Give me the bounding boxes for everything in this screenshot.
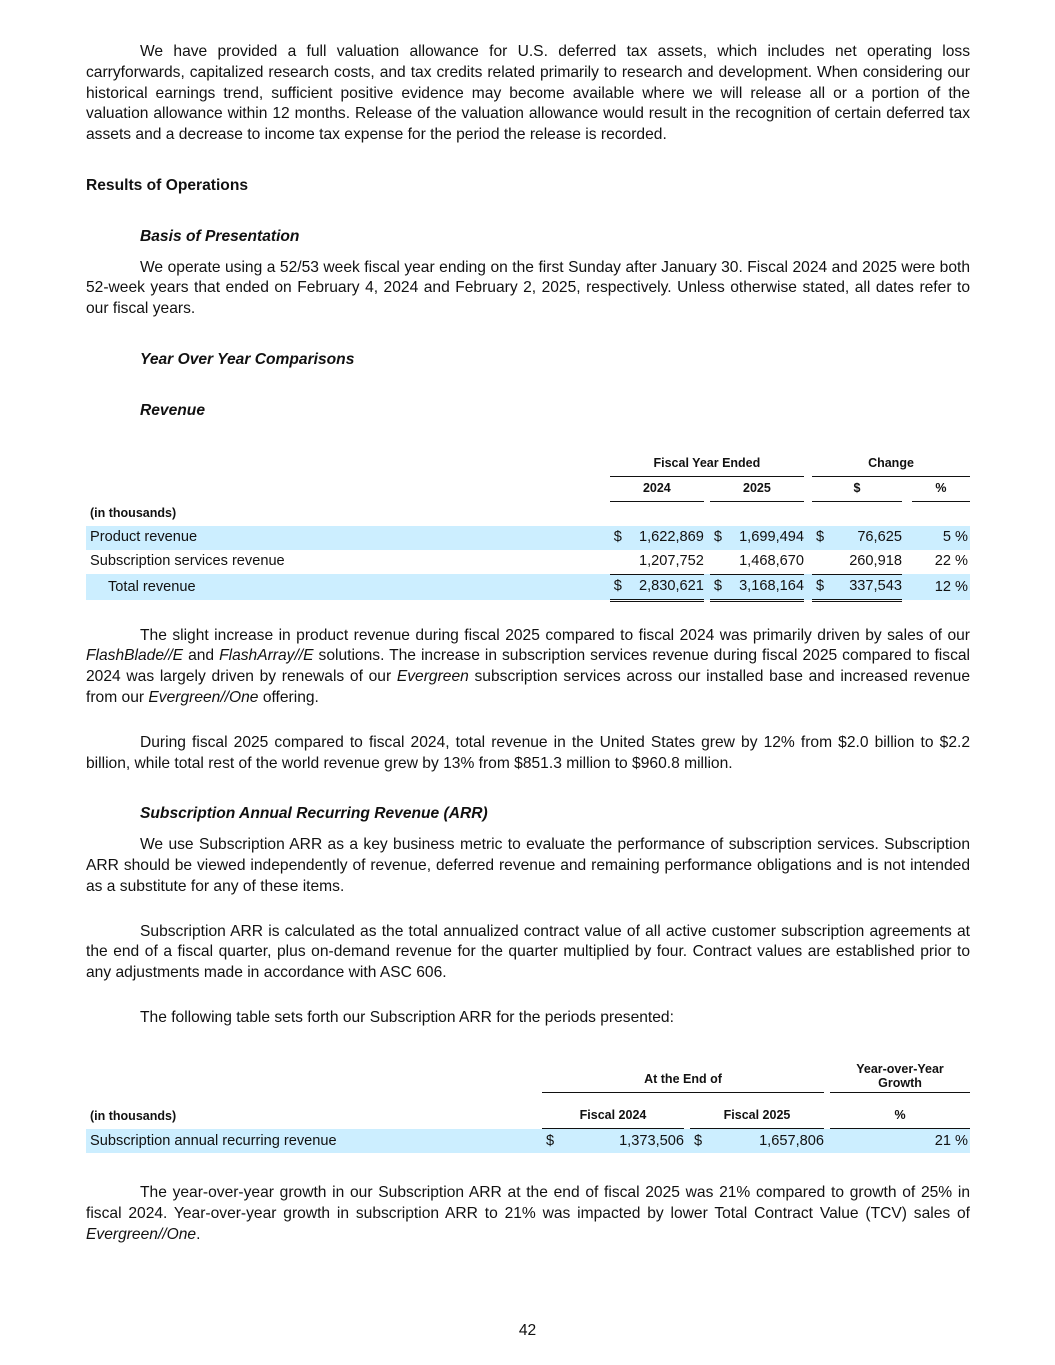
fiscal-year-paragraph: We operate using a 52/53 week fiscal year ending on the first Sunday after January 30. Fiscal 2024 and 2025 were both 52-week years that ended on February 4, 2024 and February 2, 2025, respectively. Unless otherwise stated, all dates refer to our fiscal years. xyxy=(86,258,970,318)
change-value: 76,625 xyxy=(832,526,902,550)
table-row xyxy=(86,1129,970,1154)
arr-table-intro-paragraph: The following table sets forth our Subscription ARR for the periods presented: xyxy=(140,1008,674,1026)
change-header: Change xyxy=(812,452,970,477)
text-run: The year-over-year growth in our Subscription ARR at the end of fiscal 2025 was 21% compared to growth of 25% in fiscal 2024. Year-over-year growth in subscription ARR to 21% was impacted by lower Total Contract Value (TCV) sales of xyxy=(86,1184,970,1223)
dollar-sign: $ xyxy=(812,526,832,550)
revenue-heading: Revenue xyxy=(140,401,206,419)
page-number: 42 xyxy=(518,1322,537,1339)
dollar-sign: $ xyxy=(812,574,832,600)
dollar-sign: $ xyxy=(690,1129,704,1154)
revenue-group-header-row xyxy=(86,452,970,477)
revenue-table xyxy=(86,452,970,602)
arr-column-header-row xyxy=(86,1093,970,1129)
dollar-sign: $ xyxy=(710,574,722,600)
dollar-sign: $ xyxy=(710,526,722,550)
product-name: FlashArray//E xyxy=(219,647,314,665)
change-value: 260,918 xyxy=(832,550,902,575)
arr-heading: Subscription Annual Recurring Revenue (ARR) xyxy=(140,805,488,823)
document-page xyxy=(86,42,970,1246)
text-run: solutions. The increase in subscription services revenue during fiscal 2025 compared to fiscal 2024 was largely driven by renewals of our xyxy=(86,647,970,686)
text-run: and xyxy=(183,647,220,665)
arr-growth-paragraph xyxy=(86,1183,970,1245)
col-change-pct-header: % xyxy=(912,476,970,501)
row-label: Subscription annual recurring revenue xyxy=(86,1129,538,1154)
table-row xyxy=(86,574,970,600)
col-2025-header: 2025 xyxy=(710,476,804,501)
row-label: Total revenue xyxy=(86,574,606,600)
yoy-growth-header xyxy=(830,1055,970,1093)
unit-row xyxy=(86,501,970,526)
product-name: FlashBlade//E xyxy=(86,647,184,665)
text-run: The slight increase in product revenue during fiscal 2025 compared to fiscal 2024 was primarily driven by sales of our xyxy=(140,626,970,644)
col-2024-header: 2024 xyxy=(610,476,704,501)
value-2024: 1,622,869 xyxy=(622,526,704,550)
text-run: . xyxy=(196,1225,201,1243)
geographic-revenue-paragraph: During fiscal 2025 compared to fiscal 2024, total revenue in the United States grew by 12% from $2.0 billion to $2.2 billion, while total rest of the world revenue grew by 13% from $851.3 million to $960.8 million. xyxy=(86,733,970,772)
value-fiscal-2024: 1,373,506 xyxy=(556,1129,684,1154)
at-the-end-of-header: At the End of xyxy=(542,1055,824,1093)
dollar-sign: $ xyxy=(610,526,622,550)
row-label: Subscription services revenue xyxy=(90,553,285,570)
arr-table xyxy=(86,1055,970,1154)
change-pct: 12 % xyxy=(912,574,970,600)
unit-label: (in thousands) xyxy=(90,1108,177,1123)
arr-calculation-paragraph: Subscription ARR is calculated as the total annualized contract value of all active customer subscription agreements at the end of a fiscal quarter, plus on-demand revenue for the quarter multiplied by four. Contract values are established prior to any adjustments made in accordance with ASC 606. xyxy=(86,922,970,982)
arr-metric-paragraph: We use Subscription ARR as a key business metric to evaluate the performance of subscription services. Subscription ARR should be viewed independently of revenue, deferred revenue and remaining performance obligations and is not intended as a substitute for any of these items. xyxy=(86,836,970,895)
text-run: offering. xyxy=(258,688,319,706)
dollar-sign xyxy=(812,550,832,575)
row-label: Product revenue xyxy=(86,526,606,550)
growth-pct: 21 % xyxy=(830,1129,970,1154)
col-fiscal-2025-header: Fiscal 2025 xyxy=(690,1093,824,1129)
product-name: Evergreen xyxy=(396,668,469,686)
dollar-sign xyxy=(710,550,722,575)
basis-of-presentation-heading: Basis of Presentation xyxy=(140,227,300,245)
yoy-growth-line-2: Growth xyxy=(878,1076,922,1091)
change-pct: 5 % xyxy=(912,526,970,550)
value-2025: 1,699,494 xyxy=(722,526,804,550)
yoy-growth-line-1: Year-over-Year xyxy=(856,1062,944,1077)
dollar-sign: $ xyxy=(610,574,622,600)
value-2025: 1,468,670 xyxy=(722,550,804,575)
text-run: subscription services across our installed base and increased revenue from our xyxy=(86,668,970,706)
value-2025: 3,168,164 xyxy=(722,574,804,600)
revenue-column-header-row xyxy=(86,476,970,501)
arr-group-header-row xyxy=(86,1055,970,1093)
dollar-sign: $ xyxy=(542,1129,556,1154)
table-row xyxy=(86,526,970,550)
yoy-comparisons-heading: Year Over Year Comparisons xyxy=(140,350,355,368)
change-value: 337,543 xyxy=(832,574,902,600)
value-2024: 1,207,752 xyxy=(622,550,704,575)
revenue-drivers-paragraph xyxy=(86,626,970,709)
col-growth-pct-header: % xyxy=(830,1093,970,1129)
col-fiscal-2024-header: Fiscal 2024 xyxy=(542,1093,684,1129)
product-name: Evergreen//One xyxy=(148,688,259,706)
fiscal-year-ended-header: Fiscal Year Ended xyxy=(610,452,804,477)
value-2024: 2,830,621 xyxy=(622,574,704,600)
dollar-sign xyxy=(610,550,622,575)
value-fiscal-2025: 1,657,806 xyxy=(704,1129,824,1154)
col-change-dollar-header: $ xyxy=(812,476,902,501)
change-pct: 22 % xyxy=(934,553,968,570)
results-of-operations-heading: Results of Operations xyxy=(86,176,249,194)
valuation-allowance-paragraph: We have provided a full valuation allowance for U.S. deferred tax assets, which includes net operating loss carryforwards, capitalized research costs, and tax credits related primarily to research and development. When considering our historical earnings trend, sufficient positive evidence may become available where we will release all or a portion of the valuation allowance within 12 months. Release of the valuation allowance would result in the recognition of certain deferred tax assets and a decrease to income tax expense for the period the release is recorded. xyxy=(86,43,970,144)
table-row xyxy=(86,550,970,575)
unit-label: (in thousands) xyxy=(90,505,177,520)
product-name: Evergreen//One xyxy=(86,1225,197,1243)
